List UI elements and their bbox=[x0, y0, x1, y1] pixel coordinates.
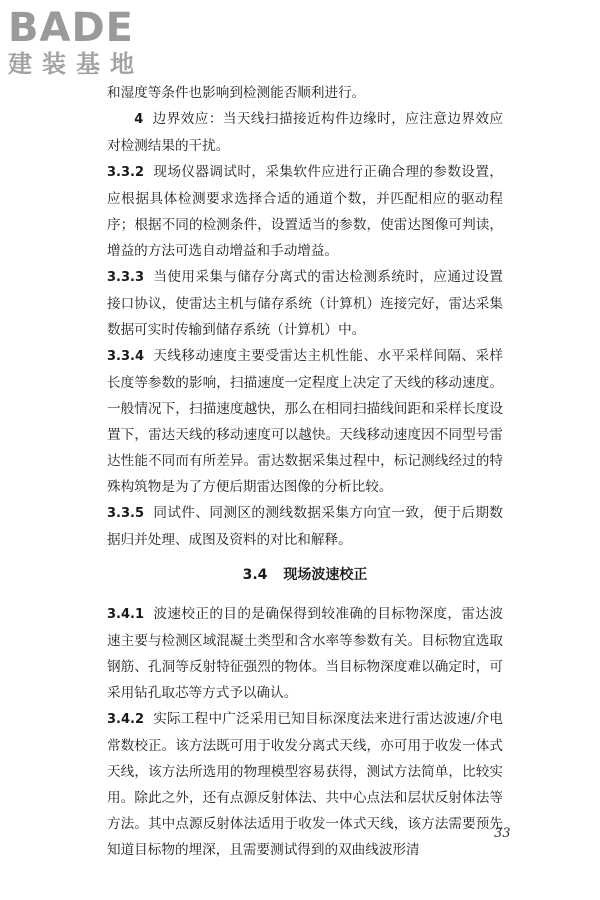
clause-number: 4 bbox=[134, 112, 144, 127]
paragraph-text: 当使用采集与储存分离式的雷达检测系统时，应通过设置接口协议，使雷达主机与储存系统（计算机）连接完好，雷达采集数据可实时传输到储存系统（计算机）中。 bbox=[107, 269, 503, 338]
clause-number: 3.3.2 bbox=[107, 165, 145, 180]
paragraph-p4 bbox=[107, 106, 503, 159]
clause-number: 3.3.5 bbox=[107, 506, 145, 521]
paragraph-p333 bbox=[107, 264, 503, 343]
page-number: 33 bbox=[494, 826, 511, 841]
logo-subtitle: 建装基地 bbox=[8, 50, 144, 78]
section-number: 3.4 bbox=[242, 567, 268, 583]
clause-number: 3.3.4 bbox=[107, 349, 145, 364]
paragraph-p341 bbox=[107, 601, 503, 706]
logo-wordmark: BADE bbox=[8, 5, 134, 51]
clause-number: 3.3.3 bbox=[107, 270, 145, 285]
paragraph-cont bbox=[107, 80, 503, 106]
clause-number: 3.4.2 bbox=[107, 712, 145, 727]
paragraph-text: 实际工程中广泛采用已知目标深度法来进行雷达波速/介电常数校正。该方法既可用于收发分离式天线，亦可用于收发一体式天线，该方法所选用的物理模型容易获得，测试方法简单，比较实用。除此之外，还有点源反射体法、共中心点法和层状反射体法等方法。其中点源反射体法适用于收发一体式天线，该方法需要预先知道目标物的埋深，且需要测试得到的双曲线波形清 bbox=[107, 711, 503, 858]
paragraph-p334 bbox=[107, 343, 503, 500]
section-heading bbox=[107, 561, 503, 589]
paragraph-group-bottom bbox=[107, 601, 503, 863]
paragraph-text: 波速校正的目的是确保得到较准确的目标物深度，雷达波速主要与检测区域混凝土类型和含水率等参数有关。目标物宜选取钢筋、孔洞等反射特征强烈的物体。当目标物深度难以确定时，可采用钻孔取芯等方式予以确认。 bbox=[107, 606, 503, 701]
clause-number: 3.4.1 bbox=[107, 607, 145, 622]
site-logo bbox=[8, 6, 178, 78]
paragraph-text: 现场仪器调试时，采集软件应进行正确合理的参数设置，应根据具体检测要求选择合适的通道个数，并匹配相应的驱动程序；根据不同的检测条件，设置适当的参数，使雷达图像可判读，增益的方法可选自动增益和手动增益。 bbox=[107, 164, 503, 259]
paragraph-text: 天线移动速度主要受雷达主机性能、水平采样间隔、采样长度等参数的影响，扫描速度一定程度上决定了天线的移动速度。一般情况下，扫描速度越快，那么在相同扫描线间距和采样长度设置下，雷达天线的移动速度可以越快。天线移动速度因不同型号雷达性能不同而有所差异。雷达数据采集过程中，标记测线经过的特殊构筑物是为了方便后期雷达图像的分析比较。 bbox=[107, 348, 503, 495]
paragraph-text: 和湿度等条件也影响到检测能否顺利进行。 bbox=[107, 85, 366, 101]
paragraph-group-top bbox=[107, 80, 503, 553]
paragraph-p335 bbox=[107, 500, 503, 553]
paragraph-p332 bbox=[107, 159, 503, 264]
paragraph-text: 同试件、同测区的测线数据采集方向宜一致，便于后期数据归并处理、成图及资料的对比和解释。 bbox=[107, 505, 503, 548]
section-title: 现场波速校正 bbox=[283, 567, 368, 583]
page-body bbox=[107, 80, 503, 863]
paragraph-p342 bbox=[107, 706, 503, 863]
paragraph-text: 边界效应：当天线扫描接近构件边缘时，应注意边界效应对检测结果的干扰。 bbox=[107, 111, 503, 154]
